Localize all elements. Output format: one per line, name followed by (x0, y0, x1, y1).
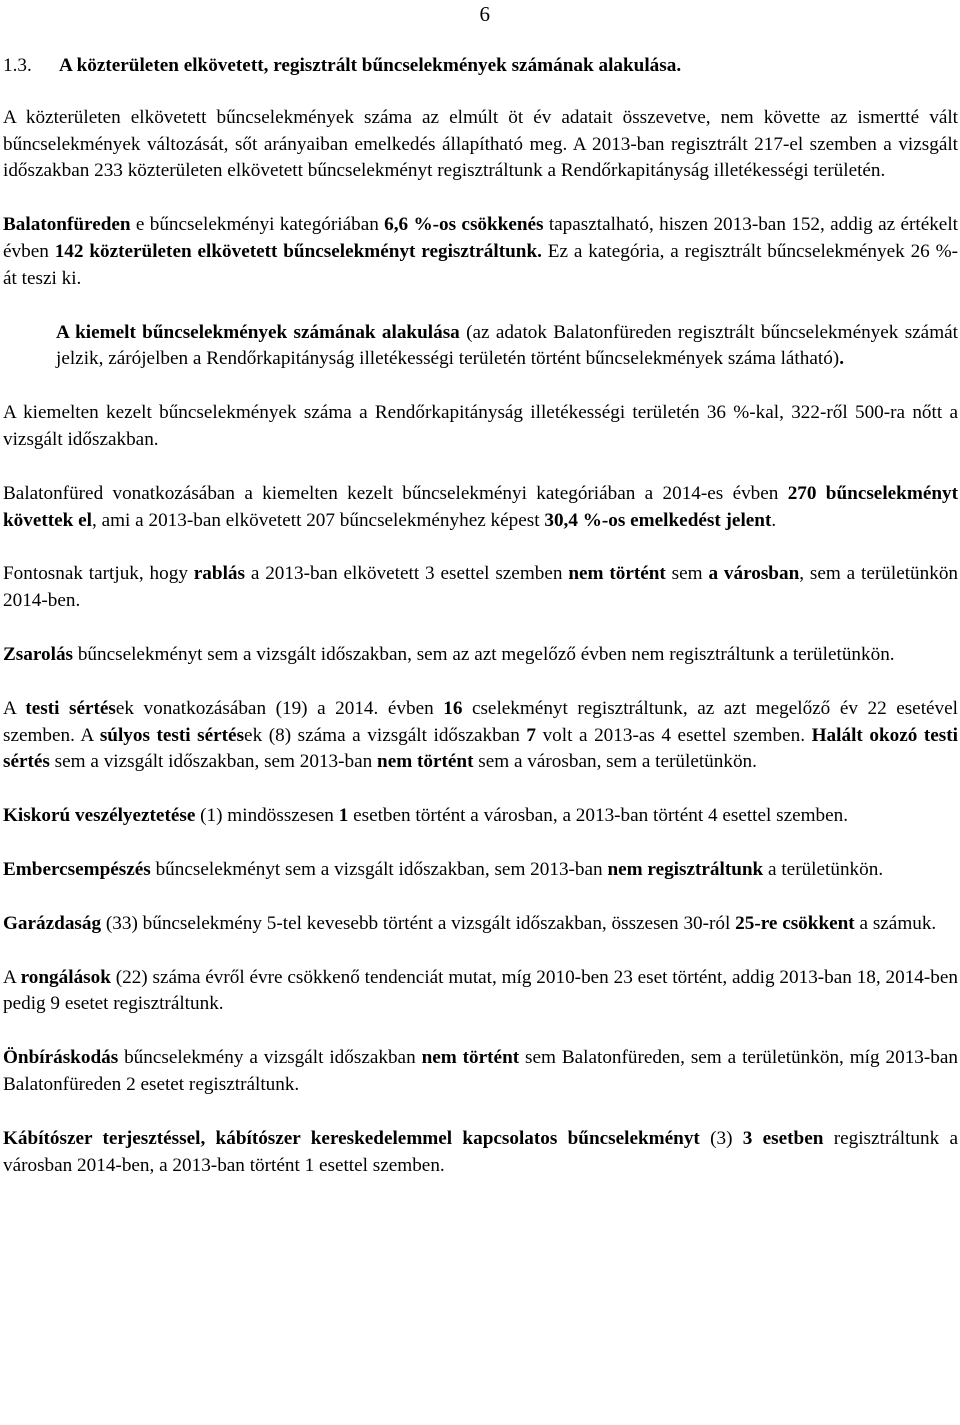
text-run: , sem a területünkön 2014-ben. (3, 563, 959, 612)
text-run: (1) mindösszesen (195, 805, 339, 827)
text-run: Balatonfüred vonatkozásában a kiemelten kezelt bűncselekményi kategóriában a 2014-es évben (3, 482, 788, 504)
section-heading-paragraph (3, 320, 958, 374)
text-run: A közterületen elkövetett bűncselekmények száma az elmúlt öt év adatait összevetve, nem követte az ismertté vált bűncselekmények változását, sőt arányaiban emelkedés állapítható meg. A 2013-ban regisztrált 217-el szemben a vizsgált időszakban 233 közterületen elkövetett bűncselekményt regisztráltunk a Rendőrkapitányság illetékességi területén. (3, 106, 958, 182)
text-run: ek vonatkozásában (19) a 2014. évben (115, 697, 444, 719)
text-run: esetben történt a városban, a 2013-ban történt 4 esettel szemben. (348, 805, 849, 827)
bold-text: 3 esetben (742, 1127, 824, 1149)
bold-text: nem regisztráltunk (607, 858, 764, 880)
text-run: (22) száma évről évre csökkenő tendenciát mutat, míg 2010-ben 23 eset történt, addig 2013-ban 18, 2014-ben pedig 9 esetet regisztráltunk. (3, 966, 958, 1015)
text-run: bűncselekményt sem a vizsgált időszakban, sem 2013-ban (150, 858, 608, 880)
text-run: sem Balatonfüreden, sem a területünkön, míg 2013-ban Balatonfüreden 2 esetet regisztráltunk. (3, 1047, 958, 1095)
paragraph (3, 911, 958, 938)
section-number: 1.3. (3, 55, 32, 76)
paragraph (3, 212, 958, 292)
paragraph (3, 400, 958, 454)
bold-text: Kábítószer terjesztéssel, kábítószer kereskedelemmel kapcsolatos bűncselekményt (3, 1127, 700, 1149)
text-run: sem a vizsgált időszakban, sem 2013-ban (49, 751, 378, 773)
text-run: sem a városban, sem a területünkön. (473, 751, 757, 773)
text-run: . (771, 509, 777, 531)
bold-text: Garázdaság (3, 912, 102, 934)
paragraph (3, 642, 958, 669)
bold-text: Kiskorú veszélyeztetése (3, 805, 196, 827)
paragraph (3, 1045, 958, 1099)
bold-text: súlyos testi sértés (99, 724, 245, 746)
bold-text: nem történt (421, 1047, 520, 1069)
bold-text: rablás (193, 563, 245, 585)
text-run: regisztráltunk a városban 2014-ben, a 2013-ban történt 1 esettel szemben. (3, 1127, 959, 1176)
bold-text: 6,6 %-os csökkenés (384, 214, 544, 236)
text-run: bűncselekményt sem a vizsgált időszakban, sem az azt megelőző évben nem regisztráltunk a területünkön. (73, 643, 895, 665)
text-run: (3) (699, 1127, 743, 1149)
bold-text: nem történt (568, 563, 666, 585)
page-number: 6 (479, 2, 490, 26)
bold-text: . (839, 348, 844, 370)
bold-text: Halált okozó testi sértés (3, 724, 958, 773)
text-run: e bűncselekményi kategóriában (130, 214, 385, 236)
bold-text: 30,4 %-os emelkedést jelent (544, 509, 772, 531)
paragraph (3, 696, 958, 776)
section-title: A közterületen elkövetett, regisztrált bűncselekmények számának alakulása. (59, 55, 682, 76)
paragraph (3, 105, 958, 185)
text-run: a számuk. (854, 912, 937, 934)
text-run: A kiemelten kezelt bűncselekmények száma a Rendőrkapitányság illetékességi területén 36 %-kal, 322-ről 500-ra nőtt a vizsgált időszakban. (3, 402, 958, 450)
bold-text: Zsarolás (3, 643, 74, 665)
text-run: bűncselekmény a vizsgált időszakban (118, 1047, 422, 1069)
text-run: volt a 2013-as 4 esettel szemben. (536, 724, 812, 746)
bold-text: 270 bűncselekményt követtek el (3, 482, 958, 531)
bold-text: rongálások (20, 966, 111, 988)
text-run: ek (8) száma a vizsgált időszakban (244, 724, 527, 746)
bold-text: testi sértés (25, 697, 116, 719)
text-run: A (3, 697, 26, 719)
paragraph (3, 481, 958, 535)
bold-text: 1 (338, 805, 349, 827)
bold-text: nem történt (377, 751, 474, 773)
bold-text: Embercsempészés (3, 858, 151, 880)
text-run: a 2013-ban elkövetett 3 esettel szemben (244, 563, 569, 585)
text-run: (33) bűncselekmény 5-tel kevesebb történt a vizsgált időszakban, összesen 30-ról (101, 912, 736, 934)
text-run: (az adatok Balatonfüreden regisztrált bűncselekmények számát jelzik, zárójelben a Rendőrkapitányság illetékességi területén történt bűncselekmények száma látható) (56, 321, 958, 370)
paragraph (3, 561, 958, 615)
bold-text: 16 (443, 697, 463, 719)
paragraph (3, 965, 958, 1019)
text-run: Ez a kategória, a regisztrált bűncselekmények 26 %-át teszi ki. (3, 240, 958, 289)
text-run: cselekményt regisztráltunk, az azt megelőző év 22 esetével szemben. A (3, 697, 958, 746)
section-heading (3, 53, 958, 80)
bold-text: 25-re csökkent (735, 912, 855, 934)
bold-text: 142 közterületen elkövetett bűncselekményt regisztráltunk. (54, 240, 542, 262)
bold-text: 7 (526, 724, 536, 746)
text-run: tapasztalható, hiszen 2013-ban 152, addig az értékelt évben (3, 214, 958, 262)
paragraph (3, 803, 958, 830)
bold-text: A kiemelt bűncselekmények számának alakulása (56, 321, 460, 343)
paragraph (3, 1126, 958, 1180)
bold-text: a városban (708, 563, 800, 585)
section-number (3, 320, 56, 347)
text-run: a területünkön. (763, 858, 884, 880)
text-run: , ami a 2013-ban elkövetett 207 bűncselekményhez képest (92, 509, 545, 531)
text-run: sem (665, 563, 709, 585)
document-body (3, 53, 958, 1206)
text-run: A (3, 966, 21, 988)
bold-text: Balatonfüreden (3, 214, 131, 236)
paragraph (3, 857, 958, 884)
bold-text: Önbíráskodás (3, 1047, 119, 1069)
text-run: Fontosnak tartjuk, hogy (3, 563, 194, 585)
